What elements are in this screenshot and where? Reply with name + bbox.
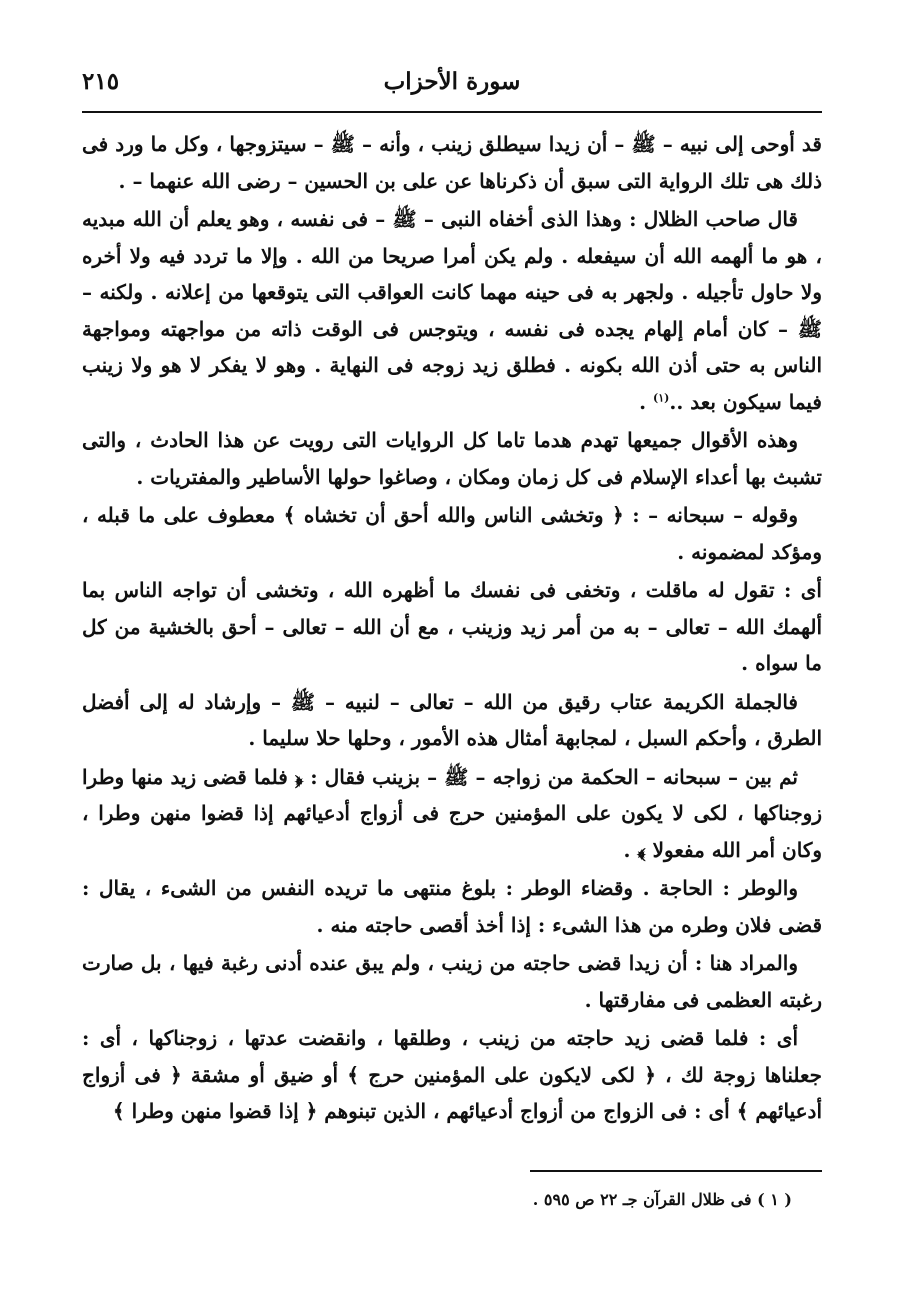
footnote-divider (530, 1170, 822, 1172)
paragraph-2 (82, 201, 822, 420)
paragraph-8: والوطر : الحاجة . وقضاء الوطر : بلوغ منتهى ما تريده النفس من الشىء ، يقال : قضى فلان وطره من هذا الشىء : إذا أخذ أقصى حاجته منه . (82, 876, 822, 937)
header-divider (82, 111, 822, 113)
footnote-marker: (١) (653, 390, 670, 404)
paragraph-9: والمراد هنا : أن زيدا قضى حاجته من زينب ، ولم يبق عنده أدنى رغبة فيها ، بل صارت رغبته العظمى فى مفارقتها . (82, 951, 822, 1012)
paragraph-6: فالجملة الكريمة عتاب رقيق من الله – تعالى – لنبيه – ﷺ – وإرشاد له إلى أفضل الطرق ، وأحكم السبل ، لمجابهة أمثال هذه الأمور ، وحلها حلا سليما . (82, 689, 822, 750)
page-body (82, 126, 822, 1132)
paragraph-4: وقوله – سبحانه – : ﴿ وتخشى الناس والله أحق أن تخشاه ﴾ معطوف على ما قبله ، ومؤكد لمضمونه . (82, 503, 822, 564)
paragraph-3: وهذه الأقوال جميعها تهدم هدما تاما كل الروايات التى رويت عن هذا الحادث ، والتى تشبث بها أعداء الإسلام فى كل زمان ومكان ، وصاغوا حولها الأساطير والمفتريات . (82, 428, 822, 489)
paragraph-7: ثم بين – سبحانه – الحكمة من زواجه – ﷺ – بزينب فقال : ﴿ فلما قضى زيد منها وطرا زوجناكها ، لكى لا يكون على المؤمنين حرج فى أزواج أدعيائهم إذا قضوا منهن وطرا ، وكان أمر الله مفعولا ﴾ . (82, 764, 822, 862)
footnote: ( ١ ) فى ظلال القرآن جـ ٢٢ ص ٥٩٥ . (532, 1190, 792, 1209)
paragraph-2-text: قال صاحب الظلال : وهذا الذى أخفاه النبى – ﷺ – فى نفسه ، وهو يعلم أن الله مبديه ، هو ما ألهمه الله أن سيفعله . ولم يكن أمرا صريحا من الله . وإلا ما تردد فيه ولا أخره ولا حاول تأجيله . ولجهر به فى حينه مهما كانت العواقب التى يتوقعها من إعلانه . ولكنه – ﷺ – كان أمام إلهام يجده فى نفسه ، ويتوجس فى الوقت ذاته من مواجهته ومواجهة الناس به حتى أذن الله بكونه . فطلق زيد زوجه فى النهاية . وهو لا يفكر لا هو ولا زينب فيما سيكون بعد .. (82, 207, 822, 414)
paragraph-5: أى : تقول له ماقلت ، وتخفى فى نفسك ما أظهره الله ، وتخشى أن تواجه الناس بما ألهمك الله – تعالى – به من أمر زيد وزينب ، مع أن الله – تعالى – أحق بالخشية من كل ما سواه . (82, 578, 822, 675)
paragraph-1: قد أوحى إلى نبيه – ﷺ – أن زيدا سيطلق زينب ، وأنه – ﷺ – سيتزوجها ، وكل ما ورد فى ذلك هى تلك الرواية التى سبق أن ذكرناها عن على بن الحسين – رضى الله عنهما – . (82, 132, 822, 193)
page-number: ٢١٥ (82, 68, 120, 95)
paragraph-10: أى : فلما قضى زيد حاجته من زينب ، وطلقها ، وانقضت عدتها ، زوجناكها ، أى : جعلناها زوجة لك ، ﴿ لكى لايكون على المؤمنين حرج ﴾ أو ضيق أو مشقة ﴿ فى أزواج أدعيائهم ﴾ أى : فى الزواج من أزواج أدعيائهم ، الذين تبنوهم ﴿ إذا قضوا منهن وطرا ﴾ (82, 1026, 822, 1123)
page-header (82, 62, 822, 110)
page-title: سورة الأحزاب (383, 68, 521, 95)
paragraph-2-end: . (639, 389, 653, 414)
